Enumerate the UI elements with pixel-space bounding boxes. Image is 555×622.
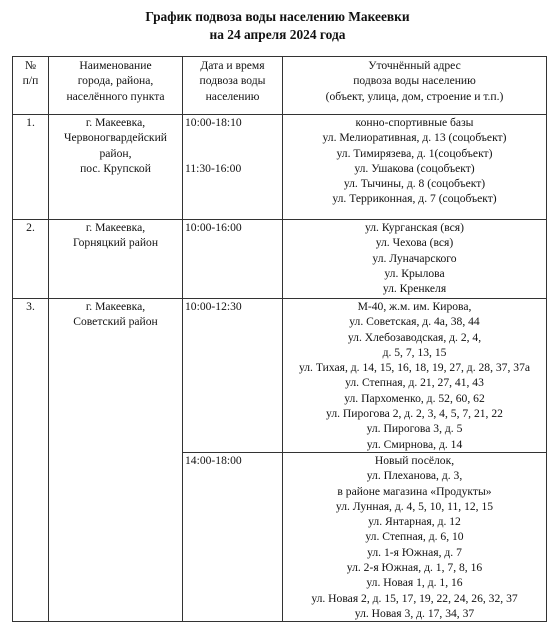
header-text: п/п: [22, 74, 39, 88]
locality-line: Червоногвардейский: [64, 131, 167, 145]
row-number: 2.: [13, 220, 49, 299]
address-line: д. 5, 7, 13, 15: [382, 345, 447, 359]
address-cell: [283, 452, 547, 621]
row-number: 3.: [13, 299, 49, 622]
address-line: Новый посёлок,: [374, 453, 455, 467]
locality-cell: [49, 220, 183, 299]
address-line: М-40, ж.м. им. Кирова,: [357, 300, 472, 313]
table-row: [13, 220, 547, 299]
header-num: [13, 57, 49, 115]
address-line: ул. Пархоменко, д. 52, 60, 62: [344, 391, 485, 405]
time-cell: [183, 299, 283, 453]
locality-cell: [49, 299, 183, 622]
header-text: Уточнённый адрес: [368, 59, 461, 72]
document-title: [0, 8, 555, 44]
header-text: Дата и время: [200, 59, 265, 72]
address-cell: [283, 220, 547, 299]
header-row: [13, 57, 547, 115]
time-range: 11:30-16:00: [185, 161, 242, 175]
header-text: города, района,: [77, 74, 154, 88]
header-text: населению: [205, 89, 260, 103]
address-line: ул. Хлебозаводская, д. 2, 4,: [347, 330, 482, 344]
address-line: ул. Плеханова, д. 3,: [366, 469, 463, 483]
address-line: ул. Лунная, д. 4, 5, 10, 11, 12, 15: [335, 499, 494, 513]
locality-line: пос. Крупской: [80, 161, 151, 175]
header-text: населённого пункта: [66, 89, 165, 103]
locality-line: Советский район: [73, 315, 158, 329]
address-line: ул. Мелиоративная, д. 13 (соцобъект): [322, 131, 507, 145]
locality-line: г. Макеевка,: [85, 300, 146, 313]
address-line: ул. Чехова (вся): [375, 236, 454, 250]
address-line: ул. Смирнова, д. 14: [366, 437, 463, 451]
table-row: [13, 115, 547, 220]
address-line: ул. 2-я Южная, д. 1, 7, 8, 16: [346, 561, 483, 575]
address-line: ул. Кренкеля: [382, 282, 447, 296]
address-line: ул. Степная, д. 21, 27, 41, 43: [345, 376, 484, 390]
address-line: ул. Советская, д. 4а, 38, 44: [349, 315, 480, 329]
time-range: 10:00-12:30: [185, 300, 242, 313]
locality-cell: [49, 115, 183, 220]
address-line: ул. Степная, д. 6, 10: [365, 530, 464, 544]
table-row: [13, 299, 547, 453]
title-line-1: График подвоза воды населению Макеевки: [145, 9, 410, 24]
address-line: ул. Тимирязева, д. 1(соцобъект): [336, 146, 493, 160]
time-range: 10:00-16:00: [185, 221, 242, 234]
address-line: ул. Курганская (вся): [364, 221, 465, 234]
address-line: ул. Ушакова (соцобъект): [354, 161, 475, 175]
time-cell: [183, 220, 283, 299]
water-schedule-table: [12, 56, 547, 622]
time-cell: [183, 115, 283, 220]
row-number: 1.: [13, 115, 49, 220]
address-line: в районе магазина «Продукты»: [337, 484, 492, 498]
address-line: ул. Тычины, д. 8 (соцобъект): [343, 177, 486, 191]
address-line: ул. Пирогова 3, д. 5: [366, 422, 463, 436]
locality-line: район,: [99, 146, 132, 160]
address-line: ул. Крылова: [384, 266, 445, 280]
address-line: ул. Новая 3, д. 17, 34, 37: [354, 606, 475, 620]
time-range: 14:00-18:00: [185, 453, 242, 467]
header-text: Наименование: [79, 59, 152, 72]
time-cell: [183, 452, 283, 621]
address-cell: [283, 299, 547, 453]
header-text: подвоза воды: [199, 74, 266, 88]
header-text: №: [24, 59, 37, 72]
header-text: подвоза воды населению: [353, 74, 476, 88]
address-line: ул. Терриконная, д. 7 (соцобъект): [332, 192, 497, 206]
address-cell: [283, 115, 547, 220]
header-name: [49, 57, 183, 115]
address-line: ул. Новая 2, д. 15, 17, 19, 22, 24, 26, 32, 37: [311, 591, 518, 605]
locality-line: г. Макеевка,: [85, 221, 146, 234]
header-address: [283, 57, 547, 115]
address-line: ул. Пирогова 2, д. 2, 3, 4, 5, 7, 21, 22: [326, 407, 503, 421]
header-text: (объект, улица, дом, строение и т.п.): [325, 89, 504, 103]
address-line: ул. Янтарная, д. 12: [368, 515, 461, 529]
address-line: ул. 1-я Южная, д. 7: [367, 545, 462, 559]
locality-line: Горняцкий район: [72, 236, 159, 250]
header-time: [183, 57, 283, 115]
address-line: ул. Луначарского: [372, 251, 457, 265]
title-line-2: на 24 апреля 2024 года: [209, 27, 346, 42]
locality-line: г. Макеевка,: [85, 116, 146, 129]
address-line: ул. Тихая, д. 14, 15, 16, 18, 19, 27, д. 28, 37, 37а: [298, 361, 531, 375]
time-range: 10:00-18:10: [185, 116, 242, 129]
address-line: конно-спортивные базы: [355, 116, 474, 129]
address-line: ул. Новая 1, д. 1, 16: [366, 576, 463, 590]
